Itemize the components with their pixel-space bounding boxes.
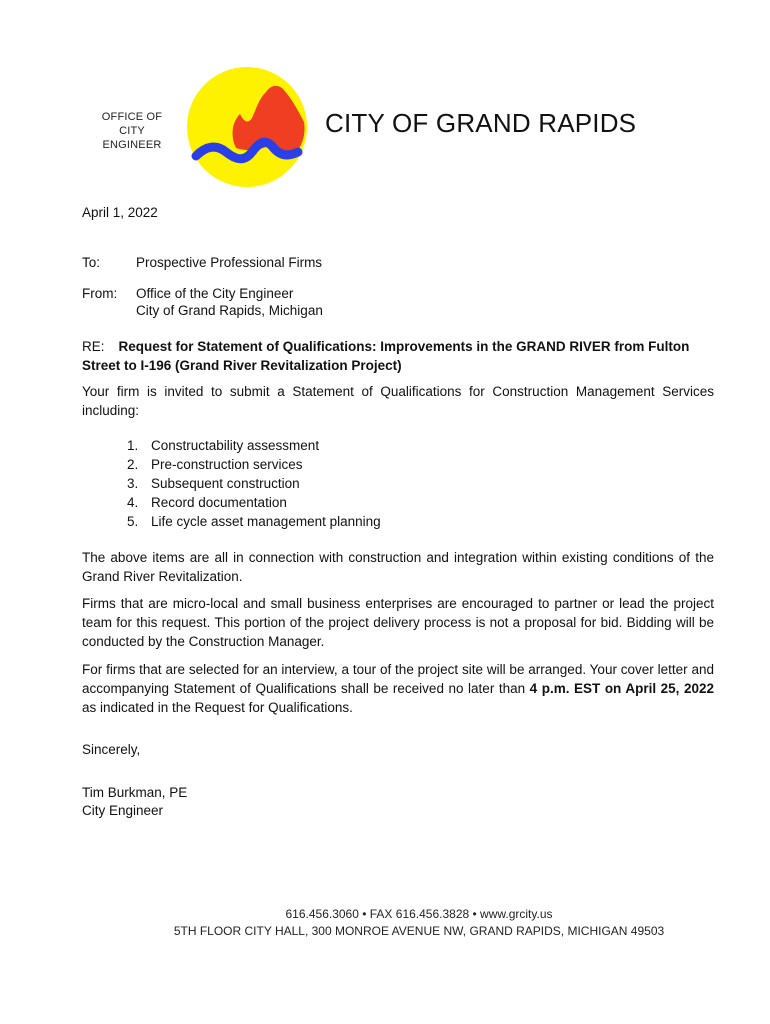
from-line-1: Office of the City Engineer (136, 286, 294, 301)
from-line-2: City of Grand Rapids, Michigan (136, 303, 323, 318)
intro-paragraph: Your firm is invited to submit a Statement of Qualifications for Construction Management Services including: (82, 384, 714, 418)
city-logo (186, 66, 308, 188)
list-item: 4. Record documentation (127, 495, 287, 510)
re-subject-block (82, 337, 714, 375)
footer-contact: 616.456.3060 • FAX 616.456.3828 • www.grcity.us (285, 907, 553, 921)
office-label (92, 110, 172, 152)
office-line-3: ENGINEER (102, 139, 162, 151)
office-line-2: CITY (119, 125, 145, 137)
connection-paragraph: The above items are all in connection with construction and integration within existing conditions of the Grand River Revitalization. (82, 550, 714, 584)
list-item: 1. Constructability assessment (127, 438, 320, 453)
services-list (127, 436, 381, 531)
office-line-1: OFFICE OF (101, 111, 163, 123)
city-title: CITY OF GRAND RAPIDS (325, 108, 637, 138)
footer-address: 5TH FLOOR CITY HALL, 300 MONROE AVENUE NW, GRAND RAPIDS, MICHIGAN 49503 (173, 924, 665, 938)
signer-title: City Engineer (82, 803, 164, 818)
submission-deadline: 4 p.m. EST on April 25, 2022 (529, 681, 714, 696)
list-item: 2. Pre-construction services (127, 457, 303, 472)
firms-paragraph: Firms that are micro-local and small business enterprises are encouraged to partner or lead the project team for this request. This portion of the project delivery process is not a proposal for bid. Bidding will be conducted by the Construction Manager. (82, 596, 714, 649)
re-label: RE: (82, 339, 105, 354)
to-label: To: (82, 255, 101, 270)
list-item: 5. Life cycle asset management planning (127, 514, 381, 529)
closing: Sincerely, (82, 742, 141, 757)
re-subject: Request for Statement of Qualifications: Improvements in the GRAND RIVER from Fulton Street to I-196 (Grand River Revitalization Project) (82, 339, 690, 373)
letter-date: April 1, 2022 (82, 205, 158, 220)
signer-name: Tim Burkman, PE (82, 785, 188, 800)
from-label: From: (82, 286, 118, 301)
to-value: Prospective Professional Firms (136, 255, 323, 270)
list-item: 3. Subsequent construction (127, 476, 300, 491)
interview-paragraph: For firms that are selected for an interview, a tour of the project site will be arranged. Your cover letter and accompanying Statement of Qualifications shall be received no later than 4 p.m. EST on April 25, 2022 as indicated in the Request for Qualifications. (82, 662, 714, 715)
